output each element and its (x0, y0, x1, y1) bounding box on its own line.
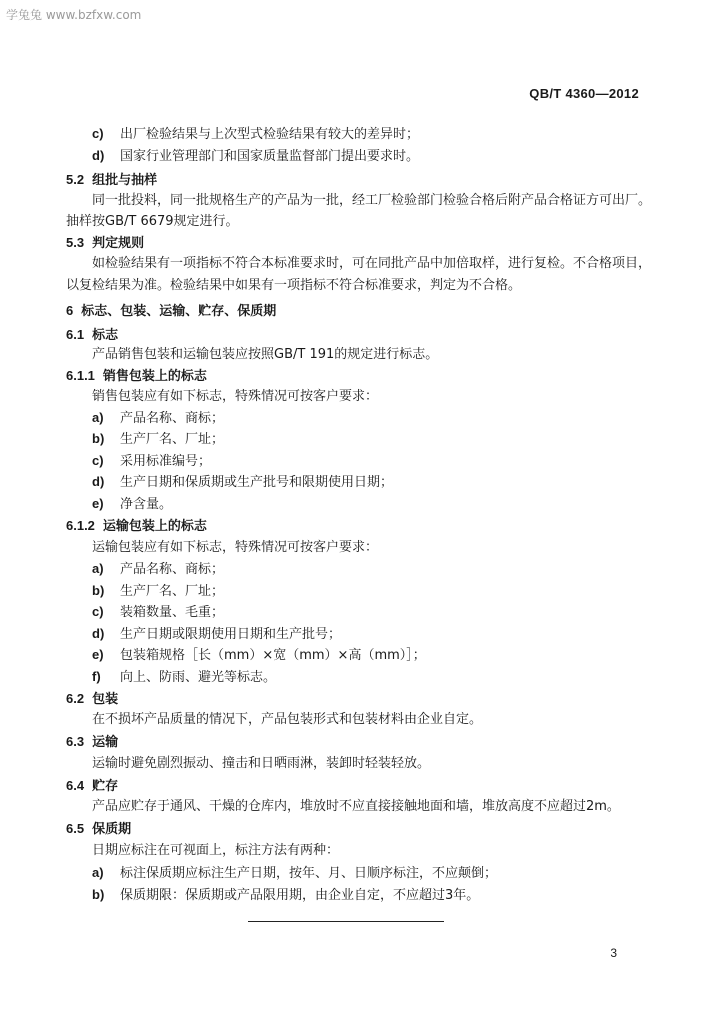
list-item (92, 430, 224, 449)
line-text: 组批与抽样 (92, 173, 158, 188)
list-item (92, 473, 393, 492)
paragraph-line (92, 755, 430, 773)
section-heading (66, 326, 118, 345)
line-text: 销售包装上的标志 (102, 369, 207, 384)
paragraph-line (92, 346, 438, 364)
footer-rule (248, 921, 444, 922)
line-text: 运输时避免剧烈振动、撞击和日晒雨淋，装卸时轻装轻放。 (92, 756, 431, 771)
line-text: 生产厂名、厂址； (120, 584, 225, 599)
line-text: 出厂检验结果与上次型式检验结果有较大的差异时； (120, 127, 420, 142)
line-text: 生产日期或限期使用日期和生产批号； (120, 627, 342, 642)
section-number: 5.2 (66, 172, 85, 187)
line-text: 保质期 (92, 822, 132, 837)
line-text: 抽样按GB/T 6679规定进行。 (66, 214, 239, 229)
line-text: 以复检结果为准。检验结果中如果有一项指标不符合标准要求，判定为不合格。 (66, 278, 522, 293)
line-text: 产品应贮存于通风、干燥的仓库内，堆放时不应直接接触地面和墙，堆放高度不应超过2m。 (92, 799, 620, 814)
section-heading (66, 302, 276, 321)
list-item (92, 409, 224, 428)
list-item (92, 452, 211, 471)
line-text: 保质期限：保质期或产品限用期，由企业自定，不应超过3年。 (120, 888, 480, 903)
line-text: 运输包装上的标志 (102, 519, 207, 534)
section-heading (66, 171, 157, 190)
list-item (92, 603, 224, 622)
line-text: 产品名称、商标； (120, 411, 225, 426)
line-text: 标志 (92, 328, 119, 343)
list-item (92, 125, 419, 144)
line-text: 产品名称、商标； (120, 562, 225, 577)
line-text: 运输 (92, 735, 119, 750)
section-number: 6.1 (66, 327, 85, 342)
line-text: 在不损坏产品质量的情况下，产品包装形式和包装材料由企业自定。 (92, 712, 483, 727)
section-number: 6.5 (66, 821, 85, 836)
list-item (92, 886, 479, 905)
list-item-label: d) (92, 474, 105, 489)
line-text: 同一批投料，同一批规格生产的产品为一批，经工厂检验部门检验合格后附产品合格证方可出厂。 (92, 193, 652, 208)
section-number: 6.1.2 (66, 518, 95, 533)
section-heading (66, 517, 207, 536)
line-text: 向上、防雨、避光等标志。 (120, 670, 277, 685)
list-item-label: c) (92, 604, 104, 619)
line-text: 国家行业管理部门和国家质量监督部门提出要求时。 (120, 149, 420, 164)
line-text: 装箱数量、毛重； (120, 605, 225, 620)
section-heading (66, 820, 131, 839)
list-item-label: b) (92, 431, 105, 446)
section-number: 6.2 (66, 691, 85, 706)
list-item-label: b) (92, 887, 105, 902)
paragraph-line (92, 192, 651, 210)
paragraph-line (92, 388, 378, 406)
list-item-label: b) (92, 583, 105, 598)
line-text: 判定规则 (92, 236, 145, 251)
line-text: 净含量。 (120, 497, 173, 512)
section-number: 5.3 (66, 235, 85, 250)
paragraph-line (92, 711, 482, 729)
paragraph-line (92, 798, 620, 816)
section-heading (66, 777, 118, 796)
standard-code: QB/T 4360—2012 (529, 86, 639, 101)
list-item-label: d) (92, 148, 105, 163)
page-number: 3 (610, 946, 617, 960)
line-text: 包装箱规格［长（mm）×宽（mm）×高（mm）］； (120, 648, 426, 663)
list-item-label: a) (92, 561, 104, 576)
paragraph-line (92, 539, 378, 557)
line-text: 运输包装应有如下标志，特殊情况可按客户要求： (92, 540, 379, 555)
watermark: 学兔兔 www.bzfxw.com (6, 8, 142, 22)
list-item-label: e) (92, 647, 104, 662)
paragraph-line (92, 842, 339, 860)
line-text: 标注保质期应标注生产日期，按年、月、日顺序标注，不应颠倒； (120, 866, 498, 881)
line-text: 标志、包装、运输、贮存、保质期 (81, 304, 277, 319)
line-text: 生产厂名、厂址； (120, 432, 225, 447)
line-text: 产品销售包装和运输包装应按照GB/T 191的规定进行标志。 (92, 347, 439, 362)
section-number: 6.3 (66, 734, 85, 749)
line-text: 采用标准编号； (120, 454, 212, 469)
list-item (92, 625, 341, 644)
line-text: 如检验结果有一项指标不符合本标准要求时，可在同批产品中加倍取样，进行复检。不合格项目， (92, 256, 652, 271)
list-item-label: f) (92, 669, 101, 684)
paragraph-line (92, 255, 651, 273)
list-item (92, 147, 419, 166)
list-item-label: a) (92, 410, 104, 425)
section-number: 6.4 (66, 778, 85, 793)
section-heading (66, 733, 118, 752)
line-text: 销售包装应有如下标志，特殊情况可按客户要求： (92, 389, 379, 404)
list-item-label: a) (92, 865, 104, 880)
paragraph-line (66, 213, 239, 231)
list-item (92, 495, 172, 514)
line-text: 贮存 (92, 779, 119, 794)
section-heading (66, 367, 207, 386)
section-number: 6 (66, 303, 74, 318)
list-item (92, 582, 224, 601)
line-text: 包装 (92, 692, 119, 707)
list-item (92, 646, 426, 665)
list-item-label: d) (92, 626, 105, 641)
list-item (92, 864, 497, 883)
section-number: 6.1.1 (66, 368, 95, 383)
section-heading (66, 690, 118, 709)
list-item-label: e) (92, 496, 104, 511)
line-text: 生产日期和保质期或生产批号和限期使用日期； (120, 475, 394, 490)
line-text: 日期应标注在可视面上，标注方法有两种： (92, 843, 340, 858)
list-item (92, 560, 224, 579)
section-heading (66, 234, 144, 253)
list-item-label: c) (92, 453, 104, 468)
paragraph-line (66, 277, 521, 295)
list-item-label: c) (92, 126, 104, 141)
list-item (92, 668, 276, 687)
